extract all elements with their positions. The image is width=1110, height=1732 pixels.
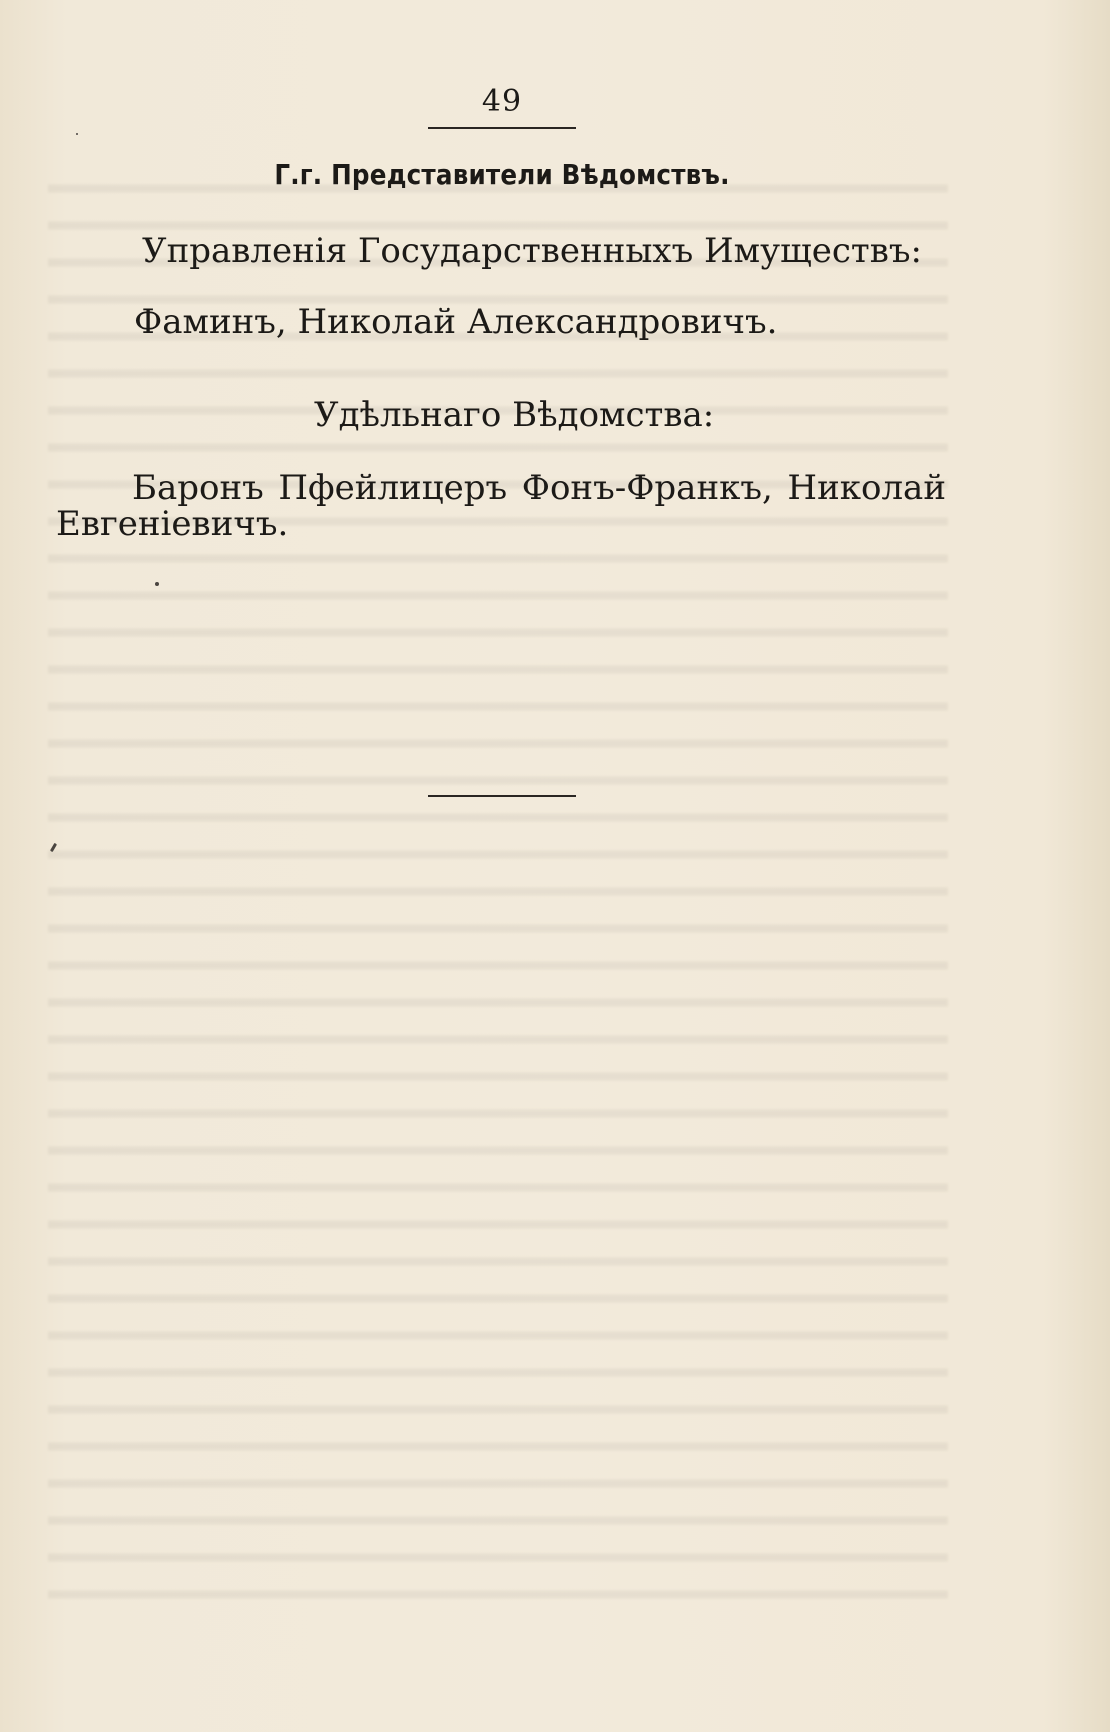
department-appanage: Удѣльнаго Вѣдомства: [314, 395, 715, 435]
representative-pfeilitzer-line-2: Евгеніевичъ. [56, 504, 289, 544]
section-heading: Г.г. Представители Вѣдомствъ. [274, 158, 730, 191]
print-speck [155, 582, 159, 586]
department-state-property: Управленія Государственныхъ Имуществъ: [142, 231, 922, 271]
show-through-text [48, 170, 948, 1610]
print-speck [50, 843, 57, 852]
representative-famin: Фаминъ, Николай Александровичъ. [134, 302, 778, 342]
closing-rule [428, 795, 576, 797]
page-number: 49 [481, 84, 523, 119]
page-number-rule [428, 127, 576, 129]
representative-pfeilitzer-line-1: Баронъ Пфейлицеръ Фонъ-Франкъ, Николай [132, 468, 946, 508]
print-speck [76, 133, 78, 135]
